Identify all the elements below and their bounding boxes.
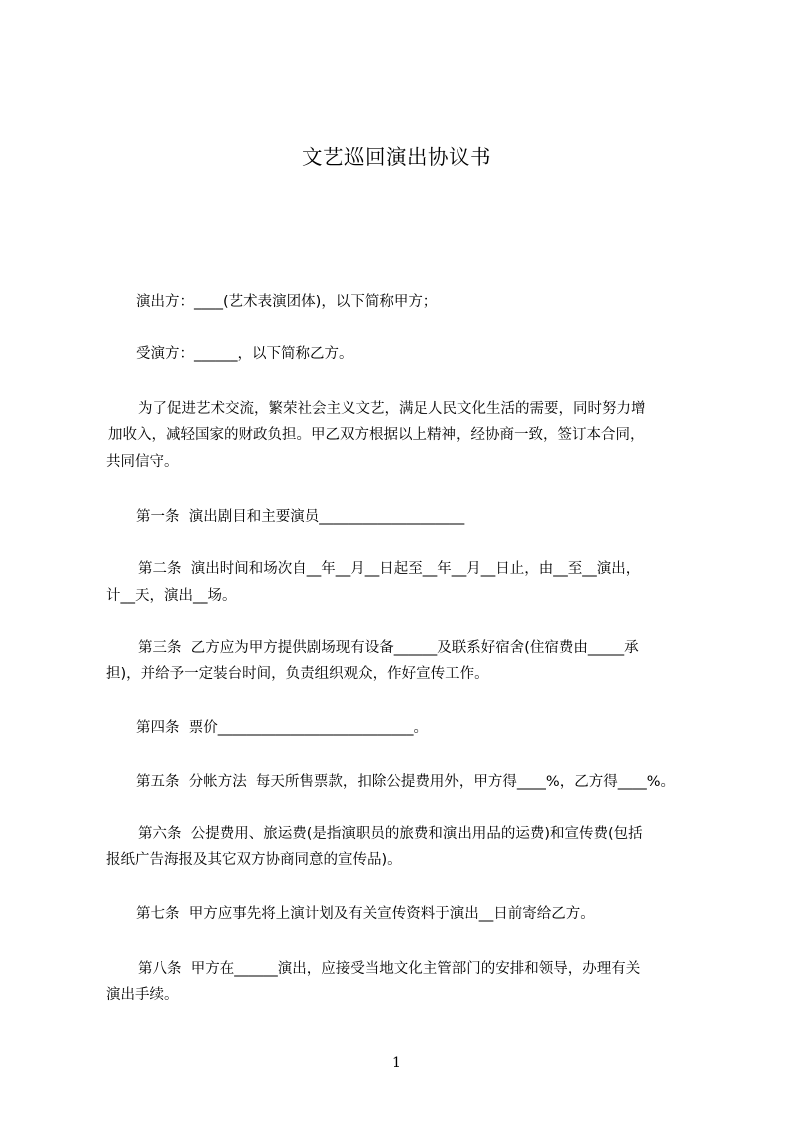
article-5: 第五条 分帐方法 每天所售票款，扣除公提费用外，甲方得____%，乙方得____%。: [136, 774, 675, 790]
article-2-line2: 计__天，演出__场。: [106, 588, 237, 604]
paragraph-receiver: 受演方：______，以下简称乙方。: [136, 346, 354, 362]
article-4: 第四条 票价___________________________。: [136, 720, 428, 736]
paragraph-preamble-line2: 加收入，减轻国家的财政负担。甲乙双方根据以上精神，经协商一致，签订本合同，: [108, 427, 645, 443]
document-title: 文艺巡回演出协议书: [302, 145, 491, 169]
article-2-line1: 第二条 演出时间和场次自__年__月__日起至__年__月__日止，由__至__演出，: [138, 561, 641, 577]
article-8-line1: 第八条 甲方在______演出，应接受当地文化主管部门的安排和领导，办理有关: [138, 961, 641, 977]
article-6-line1: 第六条 公提费用、旅运费(是指演职员的旅费和演出用品的运费)和宣传费(包括: [138, 826, 643, 842]
paragraph-preamble-line1: 为了促进艺术交流，繁荣社会主义文艺，满足人民文化生活的需要，同时努力增: [138, 401, 646, 417]
article-1: 第一条 演出剧目和主要演员____________________: [136, 509, 465, 525]
page-number: 1: [392, 1055, 401, 1071]
article-8-line2: 演出手续。: [106, 987, 179, 1003]
paragraph-performer: 演出方：____(艺术表演团体)，以下简称甲方；: [136, 294, 438, 310]
article-3-line1: 第三条 乙方应为甲方提供剧场现有设备______及联系好宿舍(住宿费由_____承: [138, 640, 639, 656]
article-7: 第七条 甲方应事先将上演计划及有关宣传资料于演出__日前寄给乙方。: [136, 906, 595, 922]
article-3-line2: 担)，并给予一定装台时间，负责组织观众，作好宣传工作。: [106, 666, 489, 682]
paragraph-preamble-line3: 共同信守。: [106, 454, 179, 470]
article-6-line2: 报纸广告海报及其它双方协商同意的宣传品)。: [106, 852, 402, 868]
